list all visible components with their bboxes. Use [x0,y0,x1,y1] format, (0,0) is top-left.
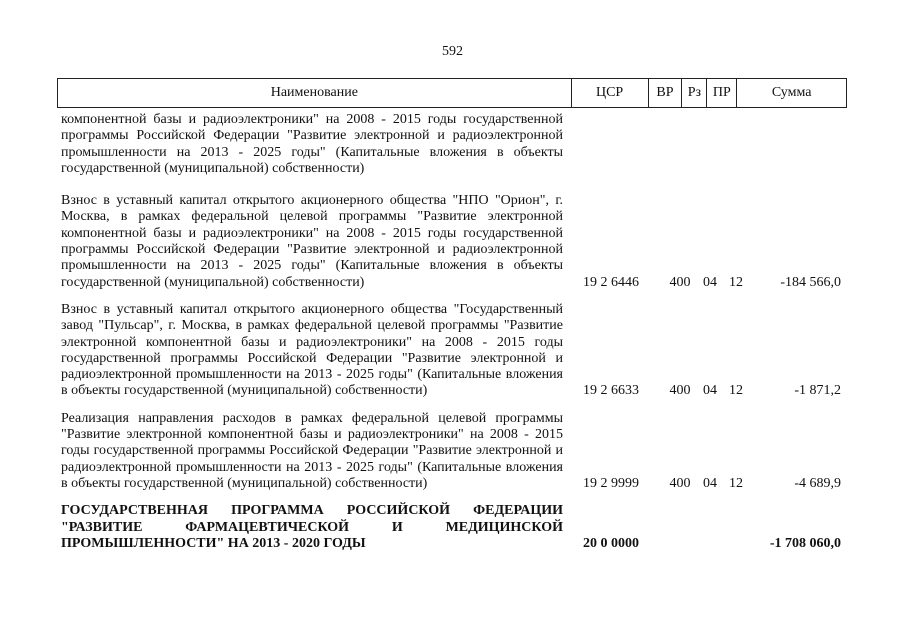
table-row [61,302,847,400]
row-vr: 400 [669,274,691,290]
row-pr: 12 [729,475,743,491]
header-pr: ПР [706,79,736,107]
header-vr: ВР [648,79,682,107]
row-description: Реализация направления расходов в рамках федеральной целевой программы "Развитие электронной компонентной базы и радиоэлектроники" на 2008 - 2015 годы государственной программы Российской Федерации "Развитие электронной и радиоэлектронной промышленности на 2013 - 2025 годы" (Капитальные вложения в объекты государственной (муниципальной) собственности) [61,410,563,491]
table-row [61,112,847,177]
row-description: Взнос в уставный капитал открытого акционерного общества "Государственный завод "Пульсар", г. Москва, в рамках федеральной целевой программы "Развитие электронной компонентной базы и радиоэлектроники" на 2008 - 2015 годы государственной программы Российской Федерации "Развитие электронной и радиоэлектронной промышленности на 2013 - 2025 годы" (Капитальные вложения в объекты государственной (муниципальной) собственности) [61,301,563,399]
table-row [61,411,847,492]
header-sum: Сумма [736,79,846,107]
row-vr: 400 [669,383,691,399]
header-name: Наименование [270,85,358,100]
row-csr: 20 0 0000 [583,535,639,551]
page-number: 592 [442,44,463,59]
row-sum: -4 689,9 [794,475,841,491]
header-rz: Рз [681,79,706,107]
row-rz: 04 [703,274,717,290]
table-body [61,112,847,563]
row-csr: 19 2 6446 [583,274,639,290]
row-vr: 400 [669,475,691,491]
row-sum: -1 871,2 [794,383,841,399]
row-csr: 19 2 9999 [583,475,639,491]
row-description: Взнос в уставный капитал открытого акционерного общества "НПО "Орион", г. Москва, в рамках федеральной целевой программы "Развитие электронной компонентной базы и радиоэлектроники" на 2008 - 2015 годы государственной программы Российской Федерации "Развитие электронной и радиоэлектронной промышленности на 2013 - 2025 годы" (Капитальные вложения в объекты государственной (муниципальной) собственности) [61,193,563,290]
row-sum: -1 708 060,0 [769,535,841,551]
row-sum: -184 566,0 [780,274,841,290]
header-csr: ЦСР [571,79,648,107]
table-row-program-total [61,503,847,552]
table-header [57,78,847,108]
row-pr: 12 [729,383,743,399]
row-pr: 12 [729,274,743,290]
table-row [61,193,847,291]
row-description: ГОСУДАРСТВЕННАЯ ПРОГРАММА РОССИЙСКОЙ ФЕДЕРАЦИИ "РАЗВИТИЕ ФАРМАЦЕВТИЧЕСКОЙ И МЕДИЦИНСКОЙ ПРОМЫШЛЕННОСТИ" НА 2013 - 2020 ГОДЫ [61,503,563,551]
row-csr: 19 2 6633 [583,383,639,399]
row-rz: 04 [703,383,717,399]
row-description: компонентной базы и радиоэлектроники" на 2008 - 2015 годы государственной программы Российской Федерации "Развитие электронной и радиоэлектронной промышленности на 2013 - 2025 годы" (Капитальные вложения в объекты государственной (муниципальной) собственности) [61,112,563,176]
row-rz: 04 [703,475,717,491]
